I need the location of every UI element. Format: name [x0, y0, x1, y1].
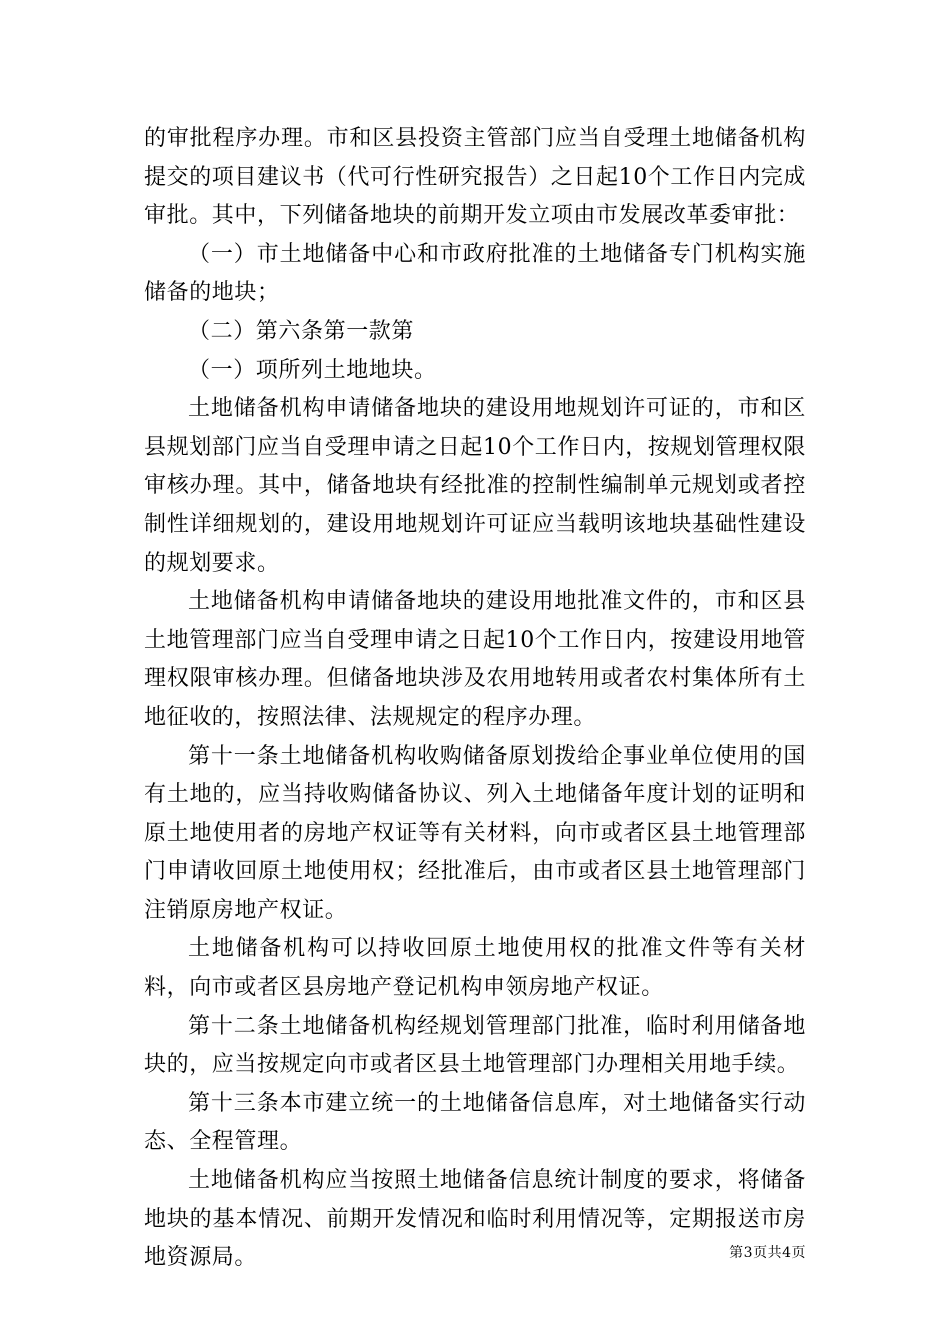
- page-number-footer: 第3页共4页: [729, 1245, 806, 1261]
- paragraph-4: （一）项所列土地地块。: [188, 357, 437, 383]
- document-body: [144, 120, 806, 1278]
- paragraph-1: 的审批程序办理。市和区县投资主管部门应当自受理土地储备机构提交的项目建议书（代可行性研究报告）之日起10个工作日内完成审批。其中，下列储备地块的前期开发立项由市发展改革委审批：: [144, 126, 806, 229]
- paragraph-6: 土地储备机构申请储备地块的建设用地批准文件的，市和区县土地管理部门应当自受理申请之日起10个工作日内，按建设用地管理权限审核办理。但储备地块涉及农用地转用或者农村集体所有土地征收的，按照法律、法规规定的程序办理。: [144, 589, 806, 730]
- paragraph-2: （一）市土地储备中心和市政府批准的土地储备专门机构实施储备的地块；: [144, 241, 806, 306]
- paragraph-9: 第十二条土地储备机构经规划管理部门批准，临时利用储备地块的，应当按规定向市或者区县土地管理部门办理相关用地手续。: [144, 1013, 806, 1078]
- paragraph-3: （二）第六条第一款第: [188, 318, 415, 344]
- paragraph-11: 土地储备机构应当按照土地储备信息统计制度的要求，将储备地块的基本情况、前期开发情况和临时利用情况等，定期报送市房地资源局。: [144, 1168, 806, 1271]
- paragraph-8: 土地储备机构可以持收回原土地使用权的批准文件等有关材料，向市或者区县房地产登记机构申领房地产权证。: [144, 936, 806, 1001]
- paragraph-10: 第十三条本市建立统一的土地储备信息库，对土地储备实行动态、全程管理。: [144, 1090, 806, 1155]
- paragraph-5: 土地储备机构申请储备地块的建设用地规划许可证的，市和区县规划部门应当自受理申请之日起10个工作日内，按规划管理权限审核办理。其中，储备地块有经批准的控制性编制单元规划或者控制性详细规划的，建设用地规划许可证应当载明该地块基础性建设的规划要求。: [144, 396, 806, 576]
- paragraph-7: 第十一条土地储备机构收购储备原划拨给企事业单位使用的国有土地的，应当持收购储备协议、列入土地储备年度计划的证明和原土地使用者的房地产权证等有关材料，向市或者区县土地管理部门申请收回原土地使用权；经批准后，由市或者区县土地管理部门注销原房地产权证。: [144, 743, 806, 923]
